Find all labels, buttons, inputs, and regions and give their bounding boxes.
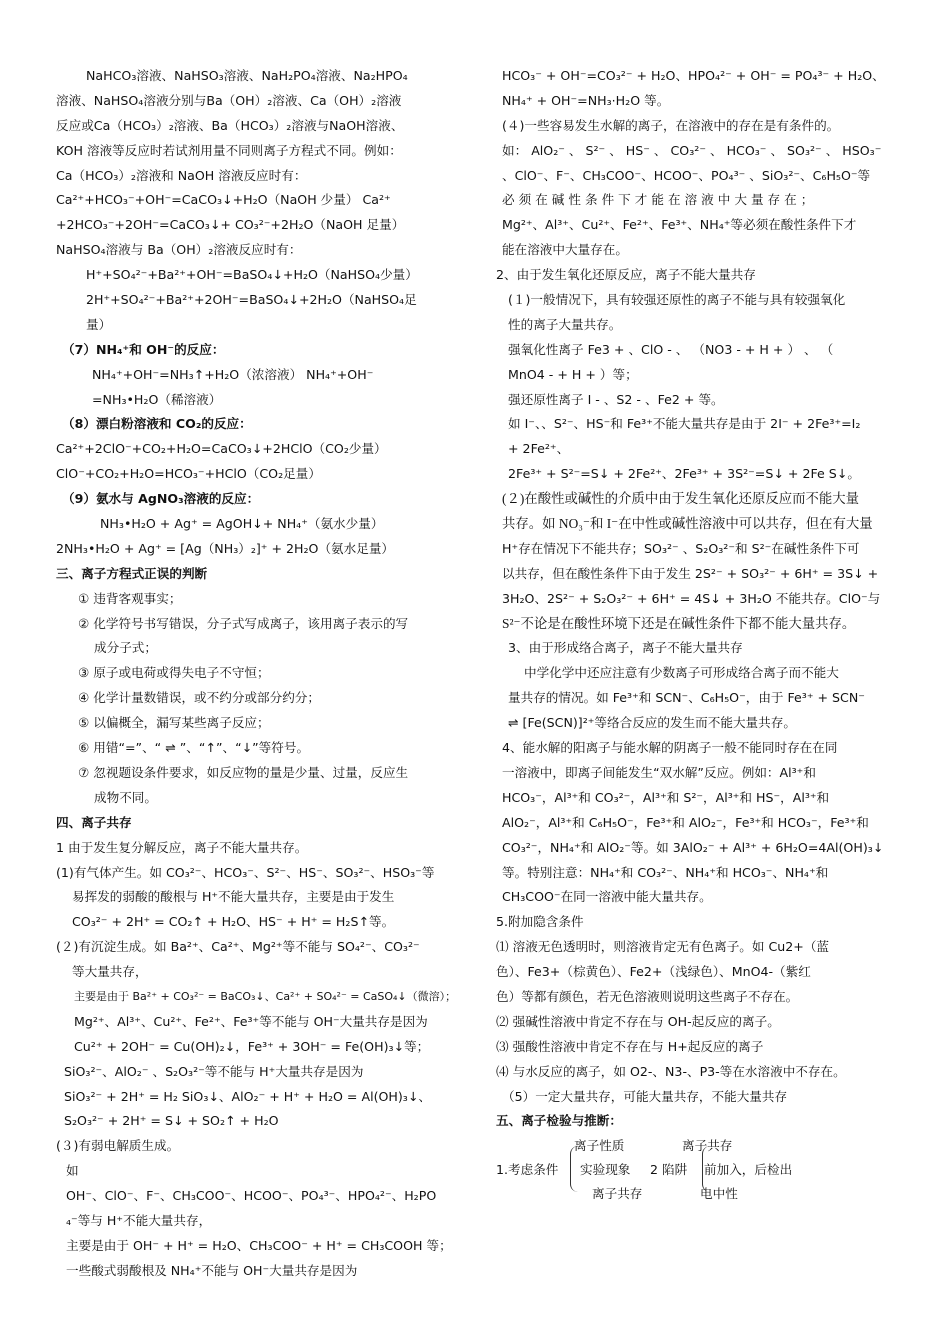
right-text-line: 五、离子检验与推断：	[496, 1113, 622, 1129]
left-text-line: 反应或Ca（HCO₃）₂溶液、Ba（HCO₃）₂溶液与NaOH溶液、	[56, 117, 404, 133]
right-text-line: ⑴ 溶液无色透明时，则溶液肯定无有色离子。如 Cu2+（蓝	[496, 939, 830, 955]
right-text-line: CO₃²⁻，NH₄⁺和 AlO₂⁻等。如 3AlO₂⁻ + Al³⁺ + 6H₂O=4Al(OH)₃↓	[502, 839, 884, 855]
diagram-ion-coexist-top: 离子共存	[682, 1138, 733, 1153]
left-text-line: =NH₃•H₂O（稀溶液）	[92, 391, 222, 407]
right-text-line: ⑵ 强碱性溶液中肯定不存在与 OH-起反应的离子。	[496, 1013, 780, 1029]
right-text-line: 、ClO⁻、F⁻、CH₃COO⁻、HCOO⁻、PO₄³⁻ 、SiO₃²⁻、C₆H₅O⁻等	[502, 167, 871, 183]
left-text-line: NH₃•H₂O + Ag⁺ = AgOH↓+ NH₄⁺（氨水少量）	[100, 516, 384, 532]
right-text-line: 等。特别注意：NH₄⁺和 CO₃²⁻、NH₄⁺和 HCO₃⁻、NH₄⁺和	[502, 864, 829, 880]
left-text-line: 成物不同。	[94, 789, 157, 805]
right-text-line: 2、由于发生氧化还原反应，离子不能大量共存	[496, 267, 756, 283]
left-text-line: 成分子式；	[94, 640, 157, 656]
right-text-line: 如 I⁻、、S²⁻、HS⁻和 Fe³⁺不能大量共存是由于 2I⁻ + 2Fe³⁺=I₂	[508, 416, 861, 432]
right-text-line: 如： AlO₂⁻ 、 S²⁻ 、 HS⁻ 、 CO₃²⁻ 、 HCO₃⁻ 、 SO₃²⁻ 、 HSO₃⁻	[502, 142, 882, 158]
right-text-line: 强氧化性离子 Fe3 + 、ClO - 、 （NO3 - + H + ） 、 （	[508, 341, 834, 357]
right-text-line: 强还原性离子 I - 、S2 - 、Fe2 + 等。	[508, 391, 724, 407]
right-text-line: 性的离子大量共存。	[508, 316, 622, 332]
left-text-line: （7）NH₄⁺和 OH⁻的反应：	[62, 341, 225, 357]
right-text-line: (２)在酸性或碱性的介质中由于发生氧化还原反应而不能大量	[502, 491, 860, 507]
left-text-line: SiO₃²⁻ + 2H⁺ = H₂ SiO₃↓、AlO₂⁻ + H⁺ + H₂O = Al(OH)₃↓、	[64, 1088, 431, 1104]
right-text-line: 5.附加隐含条件	[496, 914, 584, 930]
left-text-line: 2NH₃•H₂O + Ag⁺ = [Ag（NH₃）₂]⁺ + 2H₂O（氨水足量）	[56, 540, 395, 556]
left-text-line: 1 由于发生复分解反应，离子不能大量共存。	[56, 839, 308, 855]
right-text-line: 4、能水解的阳离子与能水解的阴离子一般不能同时存在在同	[502, 740, 838, 756]
right-text-line: (１)一般情况下，具有较强还原性的离子不能与具有较强氧化	[508, 292, 846, 308]
left-text-line: 如	[66, 1163, 79, 1179]
left-column	[56, 64, 462, 1284]
right-text-line: HCO₃⁻，Al³⁺和 CO₃²⁻，Al³⁺和 S²⁻，Al³⁺和 HS⁻，Al³⁺和	[502, 789, 830, 805]
right-text-line: S²⁻不论是在酸性环境下还是在碱性条件下都不能大量共存。	[502, 615, 856, 631]
left-text-line: 主要是由于 OH⁻ + H⁺ = H₂O、CH₃COO⁻ + H⁺ = CH₃COOH 等；	[66, 1237, 452, 1253]
right-text-line: ⑷ 与水反应的离子，如 O2-、N3-、P3-等在水溶液中不存在。	[496, 1063, 846, 1079]
left-text-line: （9）氨水与 AgNO₃溶液的反应：	[62, 491, 260, 507]
right-text-line: 一溶液中，即离子间能发生“双水解”反应。例如：Al³⁺和	[502, 764, 816, 780]
left-text-line: （8）漂白粉溶液和 CO₂的反应：	[62, 416, 252, 432]
right-text-line: 3H₂O、2S²⁻ + S₂O₃²⁻ + 6H⁺ = 4S↓ + 3H₂O 不能共存。ClO⁻与	[502, 590, 881, 606]
left-text-line: ① 违背客观事实；	[78, 590, 182, 606]
right-text-line: MnO4 - + H + ）等；	[508, 366, 638, 382]
left-text-line: H⁺+SO₄²⁻+Ba²⁺+OH⁻=BaSO₄↓+H₂O（NaHSO₄少量）	[86, 267, 418, 283]
left-text-line: NaHSO₄溶液与 Ba（OH）₂溶液反应时有：	[56, 242, 302, 258]
right-text-line: + 2Fe²⁺、	[508, 441, 570, 457]
right-text-line: 必 须 在 碱 性 条 件 下 才 能 在 溶 液 中 大 量 存 在 ；	[502, 192, 814, 208]
diagram-neutrality: 电中性	[700, 1186, 738, 1201]
left-text-line: Mg²⁺、Al³⁺、Cu²⁺、Fe²⁺、Fe³⁺等不能与 OH⁻大量共存是因为	[74, 1013, 428, 1029]
right-text-line: (４)一些容易发生水解的离子，在溶液中的存在是有条件的。	[502, 117, 840, 133]
right-text-line: 2Fe³⁺ + S²⁻=S↓ + 2Fe²⁺、2Fe³⁺ + 3S²⁻=S↓ + 2Fe S↓。	[508, 466, 860, 482]
right-text-line: 3、由于形成络合离子，离子不能大量共存	[508, 640, 743, 656]
left-text-line: Cu²⁺ + 2OH⁻ = Cu(OH)₂↓，Fe³⁺ + 3OH⁻ = Fe(OH)₃↓等；	[74, 1038, 430, 1054]
left-text-line: S₂O₃²⁻ + 2H⁺ = S↓ + SO₂↑ + H₂O	[64, 1113, 279, 1129]
left-text-line: 溶液、NaHSO₄溶液分别与Ba（OH）₂溶液、Ca（OH）₂溶液	[56, 92, 402, 108]
right-text-line: HCO₃⁻ + OH⁻=CO₃²⁻ + H₂O、HPO₄²⁻ + OH⁻ = PO₄³⁻ + H₂O、	[502, 68, 885, 83]
diagram-ion-coexist-bottom: 离子共存	[592, 1186, 643, 1201]
left-text-line: 主要是由于 Ba²⁺ + CO₃²⁻ = BaCO₃↓、Ca²⁺ + SO₄²⁻ = CaSO₄↓（微溶）；	[74, 989, 457, 1003]
right-text-line: 量共存的情况。如 Fe³⁺和 SCN⁻、C₆H₅O⁻，由于 Fe³⁺ + SCN⁻	[508, 690, 865, 706]
left-text-line: OH⁻、ClO⁻、F⁻、CH₃COO⁻、HCOO⁻、PO₄³⁻、HPO₄²⁻、H₂PO	[66, 1188, 437, 1204]
left-text-line: 四、离子共存	[56, 814, 132, 830]
left-text-line: ② 化学符号书写错误，分子式写成离子，该用离子表示的写	[78, 615, 409, 631]
left-text-line: 一些酸式弱酸根及 NH₄⁺不能与 OH⁻大量共存是因为	[66, 1262, 358, 1278]
ion-detection-diagram	[496, 1134, 896, 1214]
right-text-line: 以共存，但在酸性条件下由于发生 2S²⁻ + SO₃²⁻ + 6H⁺ = 3S↓ +	[502, 565, 879, 581]
left-text-line: ⑦ 忽视题设条件要求，如反应物的量是少量、过量，反应生	[78, 764, 409, 780]
left-text-line: Ca（HCO₃）₂溶液和 NaOH 溶液反应时有：	[56, 167, 307, 183]
left-text-line: 等大量共存，	[72, 964, 148, 980]
left-text-line: (３)有弱电解质生成。	[56, 1138, 180, 1154]
left-text-line: 2H⁺+SO₄²⁻+Ba²⁺+2OH⁻=BaSO₄↓+2H₂O（NaHSO₄足	[86, 292, 417, 308]
diagram-ion-nature: 离子性质	[574, 1138, 625, 1153]
left-text-line: (1)有气体产生。如 CO₃²⁻、HCO₃⁻、S²⁻、HS⁻、SO₃²⁻、HSO₃⁻等	[56, 864, 435, 880]
right-text-line: 色）等都有颜色，若无色溶液则说明这些离子不存在。	[496, 988, 799, 1004]
right-text-line: AlO₂⁻，Al³⁺和 C₆H₅O⁻，Fe³⁺和 AlO₂⁻，Fe³⁺和 HCO₃⁻，Fe³⁺和	[502, 814, 869, 830]
left-text-line: NaHCO₃溶液、NaHSO₃溶液、NaH₂PO₄溶液、Na₂HPO₄	[86, 68, 408, 83]
left-text-line: NH₄⁺+OH⁻=NH₃↑+H₂O（浓溶液） NH₄⁺+OH⁻	[92, 366, 374, 382]
right-text-line: 能在溶液中大量存在。	[502, 242, 628, 258]
left-text-line: (２)有沉淀生成。如 Ba²⁺、Ca²⁺、Mg²⁺等不能与 SO₄²⁻、CO₃²⁻	[56, 939, 420, 955]
right-text-line: ⑶ 强酸性溶液中肯定不存在与 H+起反应的离子	[496, 1038, 764, 1054]
left-text-line: +2HCO₃⁻+2OH⁻=CaCO₃↓+ CO₃²⁻+2H₂O（NaOH 足量）	[56, 217, 405, 233]
left-text-line: CO₃²⁻ + 2H⁺ = CO₂↑ + H₂O、HS⁻ + H⁺ = H₂S↑等。	[72, 914, 395, 930]
left-text-line: ClO⁻+CO₂+H₂O=HCO₃⁻+HClO（CO₂足量）	[56, 466, 321, 482]
diagram-add-before-detect: 前加入，后检出	[704, 1162, 793, 1177]
right-text-line: 共存。如 NO₃⁻和 I⁻在中性或碱性溶液中可以共存，但在有大量	[502, 516, 873, 532]
left-text-line: SiO₃²⁻、AlO₂⁻ 、S₂O₃²⁻等不能与 H⁺大量共存是因为	[64, 1063, 364, 1079]
left-text-line: 三、离子方程式正误的判断	[56, 565, 208, 581]
left-text-line: KOH 溶液等反应时若试剂用量不同则离子方程式不同。例如：	[56, 142, 402, 158]
right-text-line: NH₄⁺ + OH⁻=NH₃·H₂O 等。	[502, 92, 670, 108]
right-text-line: CH₃COO⁻在同一溶液中能大量共存。	[502, 889, 712, 905]
right-column	[496, 64, 896, 1134]
diagram-pitfall: 2 陷阱	[650, 1162, 688, 1177]
left-text-line: ₄⁻等与 H⁺不能大量共存，	[66, 1212, 212, 1228]
left-text-line: Ca²⁺+HCO₃⁻+OH⁻=CaCO₃↓+H₂O（NaOH 少量） Ca²⁺	[56, 192, 391, 208]
right-text-line: 色）、Fe3+（棕黄色）、Fe2+（浅绿色）、MnO4-（紫红	[496, 964, 811, 980]
left-text-line: ③ 原子或电荷或得失电子不守恒；	[78, 665, 270, 681]
left-text-line: ⑥ 用错“=”、“ ⇌ ”、“↑”、“↓”等符号。	[78, 740, 310, 756]
right-text-line: ⇌ [Fe(SCN)]²⁺等络合反应的发生而不能大量共存。	[508, 715, 796, 731]
left-text-line: Ca²⁺+2ClO⁻+CO₂+H₂O=CaCO₃↓+2HClO（CO₂少量）	[56, 441, 387, 457]
right-text-line: （5）一定大量共存，可能大量共存，不能大量共存	[502, 1088, 788, 1104]
left-text-line: 易挥发的弱酸的酸根与 H⁺不能大量共存，主要是由于发生	[72, 889, 395, 905]
left-text-line: ⑤ 以偏概全，漏写某些离子反应；	[78, 715, 270, 731]
diagram-brace-left	[570, 1146, 579, 1192]
right-text-line: H⁺存在情况下不能共存；SO₃²⁻ 、S₂O₃²⁻和 S²⁻在碱性条件下可	[502, 540, 860, 556]
left-text-line: ④ 化学计量数错误，或不约分或部分约分；	[78, 690, 320, 706]
diagram-phenomenon: 实验现象	[580, 1162, 631, 1177]
right-text-line: 中学化学中还应注意有少数离子可形成络合离子而不能大	[524, 665, 839, 681]
right-text-line: Mg²⁺、Al³⁺、Cu²⁺、Fe²⁺、Fe³⁺、NH₄⁺等必须在酸性条件下才	[502, 217, 857, 233]
left-text-line: 量）	[86, 316, 112, 332]
diagram-consider-conditions: 1.考虑条件	[496, 1162, 559, 1177]
